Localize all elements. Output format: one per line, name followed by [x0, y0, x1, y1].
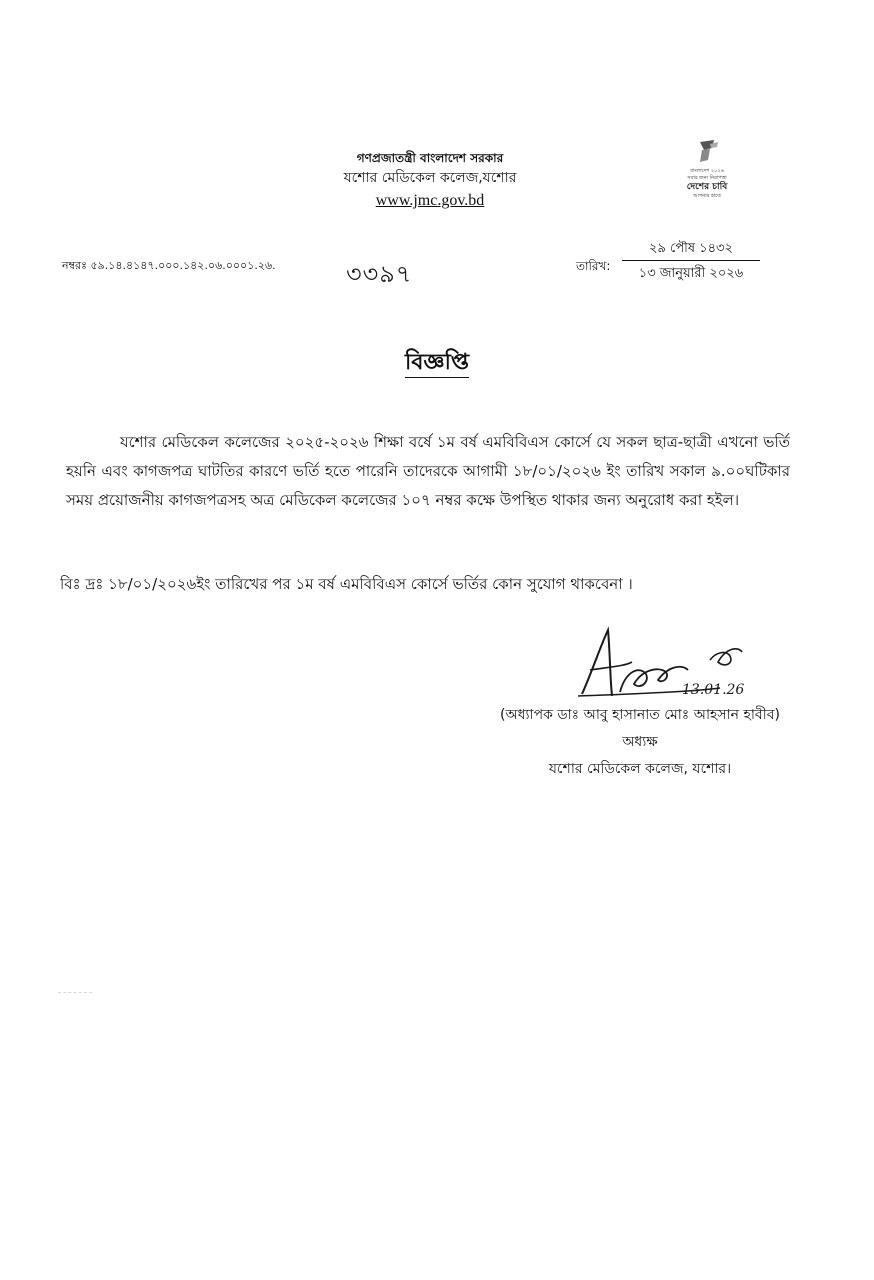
- memo-label: নম্বরঃ: [62, 259, 87, 272]
- notice-body: যশোর মেডিকেল কলেজের ২০২৫-২০২৬ শিক্ষা বর্ষে ১ম বর্ষ এমবিবিএস কোর্সে যে সকল ছাত্র-ছাত্রী এখনো ভর্তি হয়নি এবং কাগজপত্র ঘাটতির কারণে ভর্তি হতে পারেনি তাদেরকে আগামী ১৮/০১/২০২৬ ইং তারিখ সকাল ৯.০০ঘটিকার সময় প্রয়োজনীয় কাগজপত্রসহ অত্র মেডিকেল কলেজের ১০৭ নম্বর কক্ষে উপস্থিত থাকার জন্য অনুরোধ করা হইল।: [66, 433, 790, 509]
- signatory-office: যশোর মেডিকেল কলেজ, যশোর।: [548, 761, 732, 777]
- slogan-emblem-icon: [662, 138, 752, 168]
- signatory-designation: অধ্যক্ষ: [622, 734, 658, 750]
- date-block: [622, 240, 760, 283]
- date-label: তারিখ:: [576, 259, 611, 273]
- memo-number: [62, 258, 276, 274]
- memo-handwritten-number: ৩৩৯৭: [346, 260, 413, 288]
- scan-artifact: [58, 992, 92, 994]
- memo-number-value: ৫৯.১৪.৪১৪৭.০০০.১৪২.০৬.০০০১.২৬.: [90, 259, 276, 272]
- date-english: ১৩ জানুয়ারী ২০২৬: [638, 266, 744, 281]
- signature: [570, 622, 790, 712]
- signatory-name: (অধ্যাপক ডাঃ আবু হাসানাত মোঃ আহসান হাবীব): [500, 707, 780, 723]
- emblem-line-4: আপনার হাতে: [693, 193, 721, 199]
- date-divider: [622, 260, 760, 261]
- notice-note: বিঃ দ্রঃ ১৮/০১/২০২৬ইং তারিখের পর ১ম বর্ষ এমবিবিএস কোর্সে ভর্তির কোন সুযোগ থাকবেনা ।: [60, 575, 633, 593]
- notice-title-text: বিজ্ঞপ্তি: [405, 350, 469, 378]
- date-bangla: ২৯ পৌষ ১৪৩২: [649, 241, 733, 256]
- government-name: গণপ্রজাতন্ত্রী বাংলাদেশ সরকার: [356, 151, 504, 165]
- emblem-line-2: সবার জন্য নিরাপত্তা: [687, 175, 727, 181]
- signature-date: 13.01.26: [682, 682, 745, 698]
- notice-title: [0, 348, 874, 378]
- signatory-block: [480, 702, 800, 783]
- emblem-line-1: বাংলাদেশ ২০২৬: [690, 168, 724, 174]
- slogan-emblem: [662, 138, 752, 233]
- college-name: যশোর মেডিকেল কলেজ,যশোর: [343, 170, 517, 186]
- emblem-line-3: দেশের চাবি: [686, 182, 728, 192]
- letterhead: [300, 150, 560, 212]
- website-link[interactable]: www.jmc.gov.bd: [375, 192, 485, 209]
